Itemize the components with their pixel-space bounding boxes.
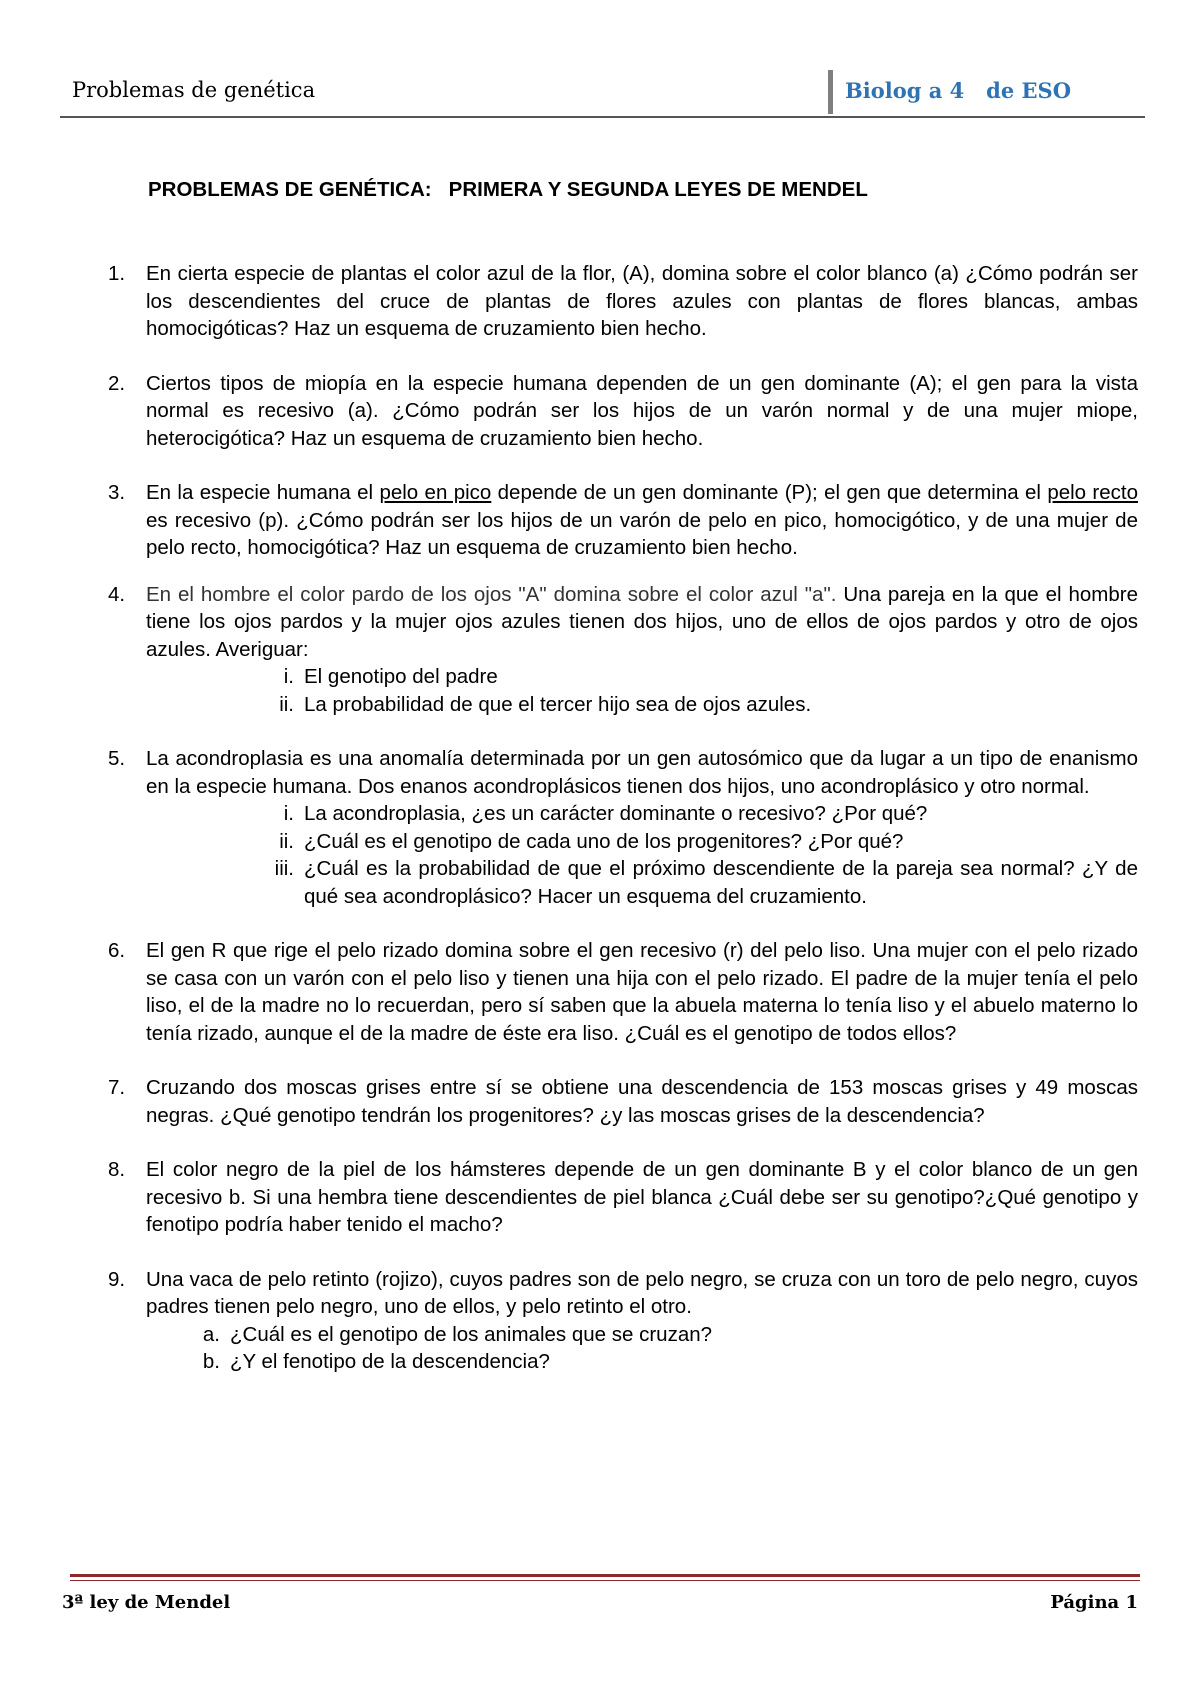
sub-question — [146, 691, 1138, 719]
problem-text: El color negro de la piel de los hámsteres depende de un gen dominante B y el color blanco de un gen recesivo b. Si una hembra tiene descendientes de piel blanca ¿Cuál debe ser su genotipo?¿Qué genotipo y fenotipo podría haber tenido el macho? — [146, 1158, 1138, 1236]
footer-rule — [70, 1574, 1140, 1577]
problem-number: 1. — [108, 262, 126, 285]
sub-label: i. — [283, 802, 294, 825]
page-number: Página 1 — [1050, 1592, 1138, 1613]
problem-2 — [108, 370, 1138, 453]
sub-question — [146, 1348, 1138, 1376]
problem-8 — [108, 1156, 1138, 1239]
underlined-term: pelo en pico — [379, 481, 492, 504]
text-segment: En el hombre el color pardo de los ojos "A" domina sobre el color azul "a". — [146, 582, 837, 606]
problem-number: 9. — [108, 1267, 126, 1291]
sub-question — [146, 855, 1138, 910]
header-separator — [828, 70, 833, 114]
sub-text: El genotipo del padre — [304, 665, 498, 688]
page-title: PROBLEMAS DE GENÉTICA: PRIMERA Y SEGUNDA LEYES DE MENDEL — [148, 178, 868, 201]
problem-7 — [108, 1074, 1138, 1129]
problem-text: Cruzando dos moscas grises entre sí se obtiene una descendencia de 153 moscas grises y 49 moscas negras. ¿Qué genotipo tendrán los progenitores? ¿y las moscas grises de la descendencia? — [146, 1076, 1138, 1127]
sub-question — [146, 1321, 1138, 1349]
text-segment: es recesivo (p). ¿Cómo podrán ser los hijos de un varón de pelo en pico, homocigótico, y de una mujer de pelo recto, homocigótica? Haz un esquema de cruzamiento bien hecho. — [146, 508, 1138, 559]
problem-number: 8. — [108, 1158, 126, 1181]
sub-label: ii. — [279, 692, 294, 716]
sub-text: ¿Y el fenotipo de la descendencia? — [230, 1350, 550, 1373]
sub-text: ¿Cuál es la probabilidad de que el próximo descendiente de la pareja sea normal? ¿Y de qué sea acondroplásico? Hacer un esquema del cruzamiento. — [304, 857, 1138, 908]
problem-list — [108, 260, 1138, 1403]
problem-text — [146, 581, 1138, 664]
sub-text: ¿Cuál es el genotipo de cada uno de los progenitores? ¿Por qué? — [304, 829, 904, 853]
sub-label: b. — [202, 1350, 220, 1373]
footer-section: 3ª ley de Mendel — [62, 1592, 231, 1613]
header-rule — [60, 116, 1145, 118]
problem-3 — [108, 479, 1138, 562]
problem-5 — [108, 745, 1138, 910]
sub-label: a. — [202, 1322, 220, 1346]
text-segment: En la especie humana el — [146, 481, 380, 504]
problem-number: 5. — [108, 747, 126, 770]
sub-label: i. — [283, 665, 294, 688]
sub-label: iii. — [274, 857, 294, 880]
sub-text: La acondroplasia, ¿es un carácter dominante o recesivo? ¿Por qué? — [304, 802, 928, 825]
text-segment: Una pareja en la que el hombre tiene los ojos pardos y la mujer ojos azules tienen dos hijos, uno de ellos de ojos pardos y otro de ojos azules. Averiguar: — [146, 582, 1138, 661]
underlined-term: pelo recto — [1047, 481, 1138, 504]
problem-text — [146, 479, 1138, 562]
header-course: Biolog a 4 de ESO — [845, 78, 1071, 103]
problem-text: Ciertos tipos de miopía en la especie humana dependen de un gen dominante (A); el gen para la vista normal es recesivo (a). ¿Cómo podrán ser los hijos de un varón normal y de una mujer miope, heterocigótica? Haz un esquema de cruzamiento bien hecho. — [146, 371, 1138, 450]
problem-6 — [108, 937, 1138, 1047]
sub-question — [146, 663, 1138, 691]
problem-1 — [108, 260, 1138, 343]
problem-text: El gen R que rige el pelo rizado domina sobre el gen recesivo (r) del pelo liso. Una mujer con el pelo rizado se casa con un varón con el pelo liso y tienen una hija con el pelo rizado. El padre de la mujer tenía el pelo liso, el de la madre no lo recuerdan, pero sí saben que la abuela materna lo tenía liso y el abuelo materno lo tenía rizado, aunque el de la madre de éste era liso. ¿Cuál es el genotipo de todos ellos? — [146, 939, 1138, 1045]
sub-question — [146, 800, 1138, 828]
footer-rule — [70, 1580, 1140, 1581]
problem-4 — [108, 581, 1138, 719]
sub-text: La probabilidad de que el tercer hijo sea de ojos azules. — [304, 692, 812, 716]
text-segment: depende de un gen dominante (P); el gen que determina el — [491, 481, 1048, 504]
problem-number: 7. — [108, 1076, 126, 1099]
sub-label: ii. — [279, 829, 294, 853]
problem-number: 2. — [108, 371, 126, 395]
sub-text: ¿Cuál es el genotipo de los animales que se cruzan? — [230, 1322, 713, 1346]
problem-number: 4. — [108, 582, 126, 606]
problem-number: 6. — [108, 939, 126, 962]
problem-number: 3. — [108, 481, 126, 504]
problem-text: Una vaca de pelo retinto (rojizo), cuyos padres son de pelo negro, se cruza con un toro de pelo negro, cuyos padres tienen pelo negro, uno de ellos, y pelo retinto el otro. — [146, 1267, 1138, 1318]
problem-text: La acondroplasia es una anomalía determinada por un gen autosómico que da lugar a un tipo de enanismo en la especie humana. Dos enanos acondroplásicos tienen dos hijos, uno acondroplásico y otro normal. — [146, 747, 1138, 798]
problem-9 — [108, 1266, 1138, 1376]
header-document-title: Problemas de genética — [72, 78, 316, 102]
problem-text: En cierta especie de plantas el color azul de la flor, (A), domina sobre el color blanco (a) ¿Cómo podrán ser los descendientes del cruce de plantas de flores azules con plantas de flores blancas, ambas homocigóticas? Haz un esquema de cruzamiento bien hecho. — [146, 262, 1138, 340]
sub-question — [146, 828, 1138, 856]
